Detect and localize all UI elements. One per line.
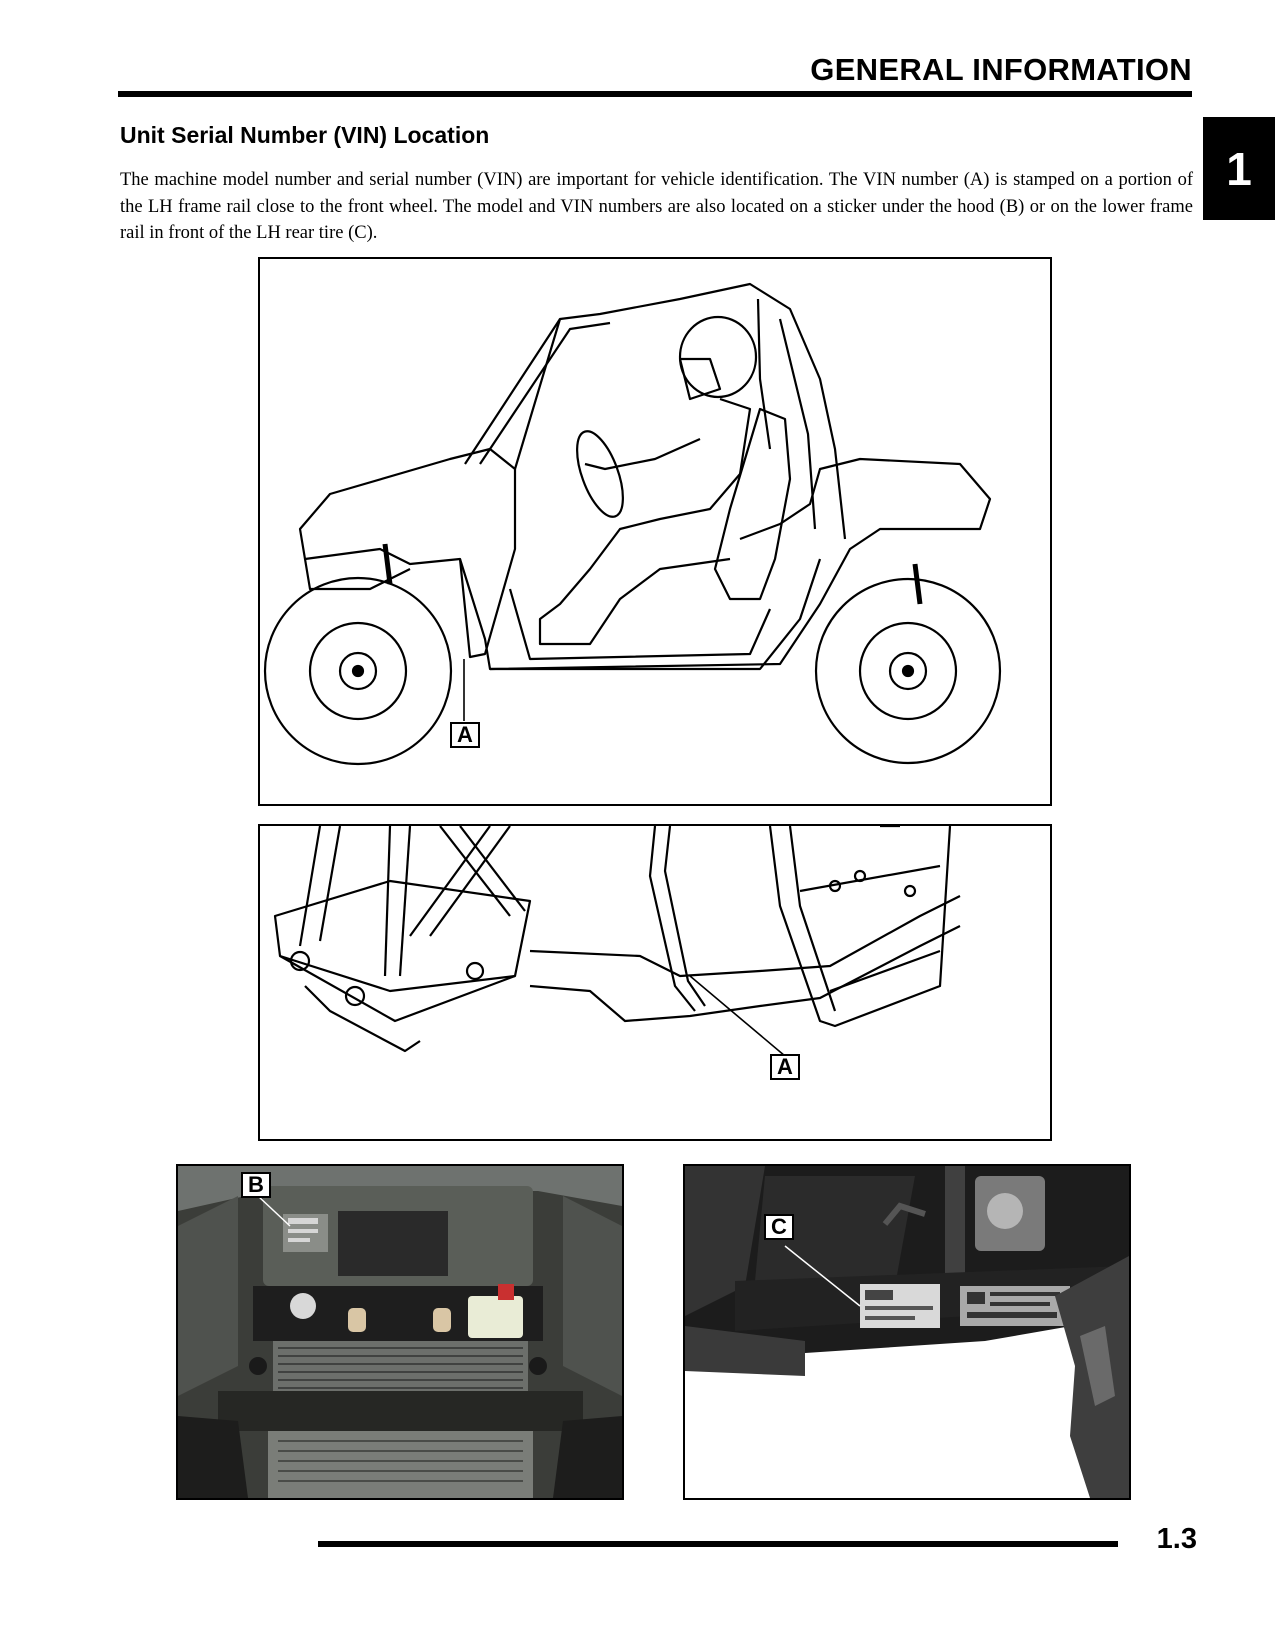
callout-label-a: A [450, 722, 480, 748]
chapter-tab: 1 [1203, 117, 1275, 220]
frame-rail-photo-image [685, 1166, 1129, 1498]
section-heading: Unit Serial Number (VIN) Location [120, 122, 490, 148]
under-hood-photo-image [178, 1166, 622, 1498]
under-hood-photo [176, 1164, 624, 1500]
frame-detail-drawing [260, 826, 1050, 1139]
section-body-text: The machine model number and serial number (VIN) are important for vehicle identification. The VIN number (A) is stamped on a portion of the LH frame rail close to the front wheel. The model and VIN numbers are also located on a sticker under the hood (B) or on the lower frame rail in front of the LH rear tire (C). [120, 170, 1193, 243]
callout-label-a-frame: A [770, 1054, 800, 1080]
vehicle-side-view-figure [258, 257, 1052, 806]
frame-rail-photo [683, 1164, 1131, 1500]
callout-label-c: C [764, 1214, 794, 1240]
footer-rule [318, 1541, 1118, 1547]
header-title: GENERAL INFORMATION [810, 52, 1192, 87]
page-number: 1.3 [1156, 1523, 1197, 1555]
header-rule [118, 91, 1192, 97]
callout-label-b: B [241, 1172, 271, 1198]
vehicle-side-view-drawing [260, 259, 1050, 804]
frame-detail-figure [258, 824, 1052, 1141]
